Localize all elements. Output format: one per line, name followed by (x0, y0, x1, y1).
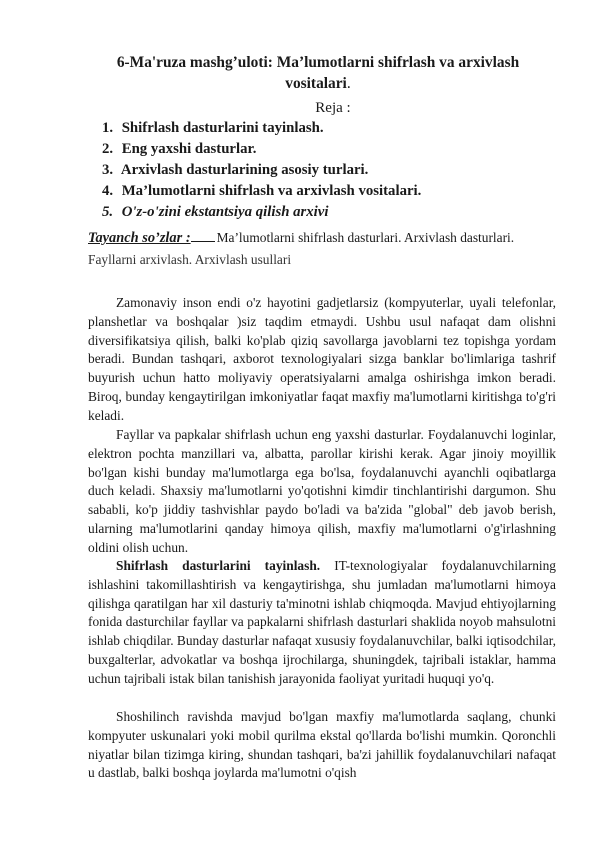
keywords-line (88, 228, 556, 248)
plan-heading: Reja : (315, 100, 351, 116)
keywords-underline-gap (191, 229, 215, 242)
plan-item-text: O'z-o'zini ekstantsiya qilish arxivi (121, 204, 329, 220)
paragraph-purpose (88, 557, 556, 689)
plan-item-number: 1. (102, 120, 114, 136)
paragraph-best-programs: Fayllar va papkalar shifrlash uchun eng yaxshi dasturlar. Foydalanuvchi loginlar, elektron pochta manzillari va, albatta, parollar kirishi kerak. Agar jinoiy moyillik bo'lgan kishi bunday ma'lumotlarga ega bo'lsa, foydalanuvchi ayanchli oqibatlarga duch keladi. Shaxsiy ma'lumotlarni yo'qotishni kimdir tinchlantirishi dargumon. Shu sababli, ko'p jiddiy tashvishlar paydo bo'ladi va ba'zida "global" deb javob berish, ularning ma'lumotlarini qanday himoya qilish, maxfiy ma'lumotlarni o'g'irlashning oldini olish uchun. (88, 427, 556, 555)
plan-item-text: Shifrlash dasturlarini tayinlash. (121, 120, 324, 136)
keywords-label: Tayanch so’zlar : (88, 230, 191, 246)
plan-item-number: 2. (102, 141, 114, 157)
plan-item (102, 160, 368, 180)
plan-item-text: Ma’lumotlarni shifrlash va arxivlash vositalari. (121, 183, 422, 199)
plan-item-number: 4. (102, 183, 114, 199)
plan-item-text: Eng yaxshi dasturlar. (121, 141, 257, 157)
plan-item-number: 5. (102, 204, 114, 220)
lecture-title-line2 (88, 73, 548, 94)
plan-item (102, 118, 324, 138)
lecture-title-line1: 6-Ma'ruza mashg’uloti: Ma’lumotlarni shifrlash va arxivlash (116, 54, 520, 71)
plan-item (102, 181, 421, 201)
lecture-title (88, 52, 548, 94)
paragraph-urgent: Shoshilinch ravishda mavjud bo'lgan maxfiy ma'lumotlarda saqlang, chunki kompyuter uskunalari yoki mobil qurilma ekstal qo'llarda bo'lishi mumkin. Qoronchli niyatlar bilan tizimga kiring, shundan tashqari, ba'zi jahillik foydalanuvchilari nafaqat u dastlab, balki boshqa joylarda ma'lumotni o'qish (88, 709, 556, 781)
keywords-line-2: Fayllarni arxivlash. Arxivlash usullari (88, 252, 292, 267)
lecture-title-line2-bold: vositalari (285, 75, 347, 92)
paragraph-purpose-heading: Shifrlash dasturlarini tayinlash. (116, 558, 321, 573)
paragraph-intro: Zamonaviy inson endi o'z hayotini gadjetlarsiz (kompyuterlar, uyali telefonlar, planshetlar va boshqalar )siz taqdim etmaydi. Ushbu usul nafaqat dam olishni diversifikatsiya qilish, balki ko'plab qiziq savollarga javoblarni tez topishga yordam beradi. Bundan tashqari, axborot texnologiyalari sizga banklar bo'limlariga tashrif buyurish uchun hatto moliyaviy operatsiyalarni amalga oshirishga imkon beradi. Biroq, bunday kengaytirilgan imkoniyatlar faqat maxfiy ma'lumotlarni kiritishga to'g'ri keladi. (88, 295, 556, 423)
paragraph-purpose-text: IT-texnologiyalar foydalanuvchilarning ishlashini takomillashtirish va kengaytirishga, shu jumladan ma'lumotlarni himoya qilishga qaratilgan har xil dasturiy ta'minotni ishlab chiqmoqda. Mavjud ehtiyojlarning fonida dasturchilar fayllar va papkalarni shifrlash dasturlari shaklida noyob mahsulotni ishlab chiqdilar. Bunday dasturlar nafaqat xususiy foydalanuvchilar, balki iqtisodchilar, buxgalterlar, advokatlar va boshqa ijrochilarga, shuningdek, tajribali istaklar, hamma uchun tajribali istak bilan tanishish jarayonida faoliyat yuritadi huquqi yo'q. (88, 558, 556, 686)
plan-item-number: 3. (102, 162, 114, 178)
plan-item (102, 202, 328, 222)
keywords-text: Ma’lumotlarni shifrlash dasturlari. Arxivlash dasturlari. (216, 230, 515, 245)
plan-item (102, 139, 256, 159)
plan-item-text: Arxivlash dasturlarining asosiy turlari. (120, 162, 369, 178)
lecture-title-line2-tail: . (346, 75, 351, 92)
